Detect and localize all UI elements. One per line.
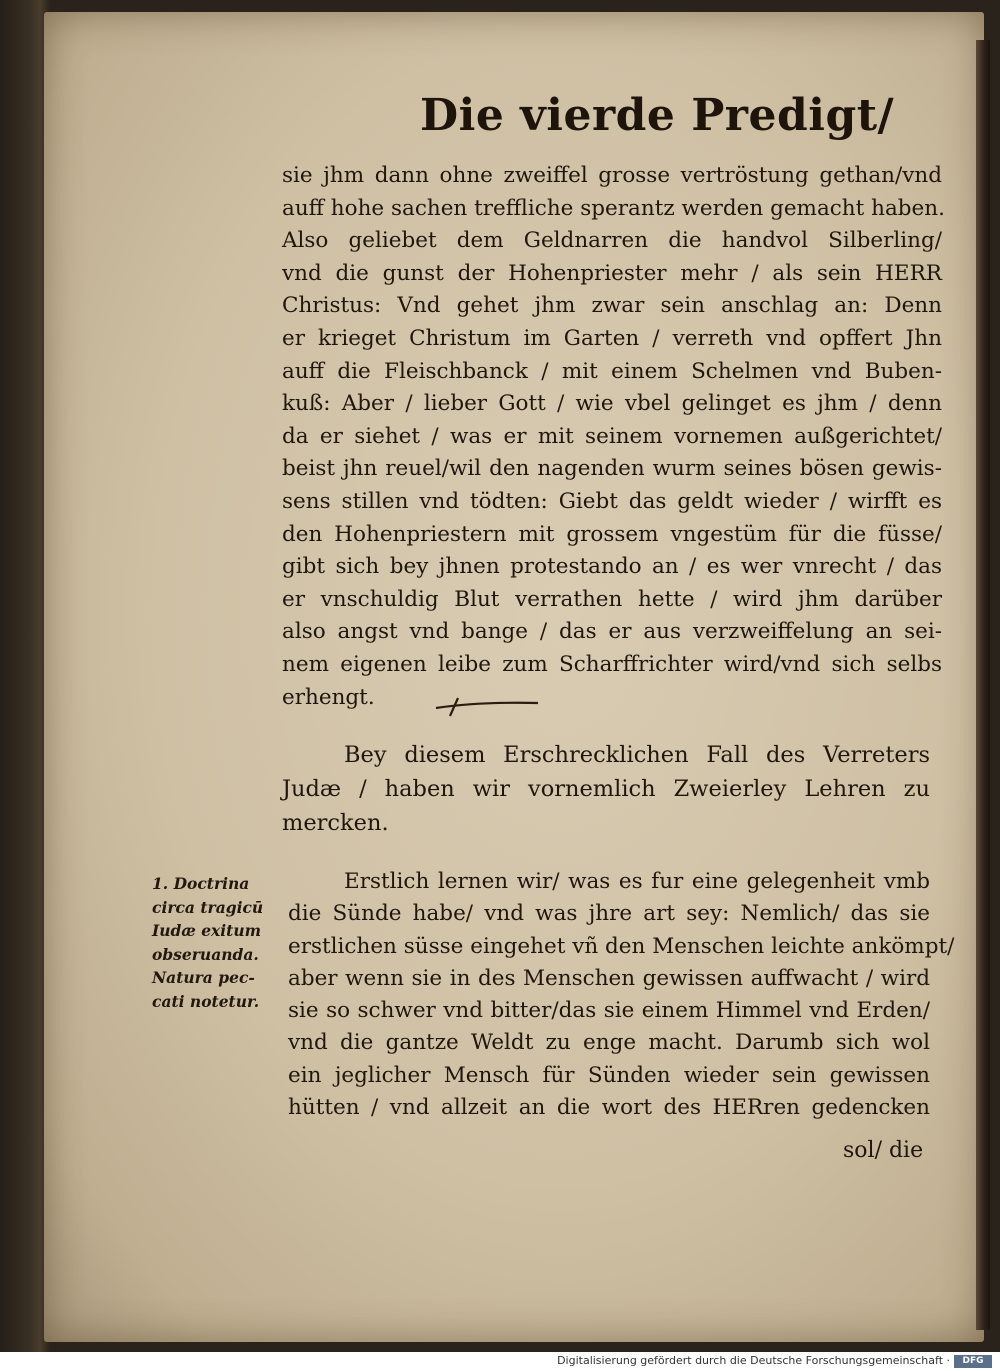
text-line: Judæ / haben wir vornemlich Zweierley Lehren zu: [282, 776, 930, 802]
text-line: erstlichen süsse eingehet vñ den Menschen leichte ankömpt/: [288, 933, 955, 959]
text-line: Bey diesem Erschrecklichen Fall des Verreters: [344, 742, 930, 768]
marginal-line: Natura pec-: [152, 968, 255, 987]
dfg-logo-icon: DFG: [954, 1355, 992, 1368]
page-edge-shadow: [976, 40, 990, 1330]
flourish-ornament: [432, 690, 542, 720]
text-line: auff die Fleischbanck / mit einem Schelmen vnd Buben-: [282, 358, 942, 384]
text-line: mercken.: [282, 810, 389, 836]
running-header: Die vierde Predigt/: [420, 90, 895, 141]
text-line: die Sünde habe/ vnd was jhre art sey: Nemlich/ das sie: [288, 901, 930, 927]
text-line: er vnschuldig Blut verrathen hette / wird jhm darüber: [282, 586, 942, 612]
marginal-line: Iudæ exitum: [152, 921, 262, 940]
text-line: Christus: Vnd gehet jhm zwar sein anschlag an: Denn: [282, 293, 942, 319]
text-line: gibt sich bey jhnen protestando an / es wer vnrecht / das: [282, 554, 942, 580]
text-line: also angst vnd bange / das er aus verzweiffelung an sei-: [282, 619, 942, 645]
catchword: sol/ die: [843, 1138, 924, 1163]
text-line: erhengt.: [282, 684, 375, 710]
text-line: kuß: Aber / lieber Gott / wie vbel gelinget es jhm / denn: [282, 391, 942, 417]
text-line: Erstlich lernen wir/ was es fur eine gelegenheit vmb: [344, 869, 930, 894]
marginal-line: circa tragicū: [152, 897, 264, 917]
text-line: ein jeglicher Mensch für Sünden wieder sein gewissen: [288, 1062, 930, 1088]
text-line: sie jhm dann ohne zweiffel grosse vertröstung gethan/vnd: [282, 163, 942, 188]
marginal-line: 1. Doctrina: [152, 874, 250, 893]
text-line: sens stillen vnd tödten: Giebt das geldt wieder / wirfft es: [282, 488, 942, 514]
marginal-note: [152, 872, 282, 1013]
text-line: aber wenn sie in des Menschen gewissen auffwacht / wird: [288, 965, 930, 991]
text-line: sie so schwer vnd bitter/das sie einem Himmel vnd Erden/: [288, 998, 930, 1024]
funding-credit: Digitalisierung gefördert durch die Deutsche Forschungsgemeinschaft ·: [557, 1354, 950, 1367]
paragraph-3: [288, 866, 955, 1124]
text-line: Also geliebet dem Geldnarren die handvol Silberling/: [282, 228, 942, 254]
text-line: auff hohe sachen treffliche sperantz werden gemacht haben.: [282, 195, 945, 221]
text-line: vnd die gunst der Hohenpriester mehr / als sein HERR: [282, 260, 942, 286]
paragraph-1: [282, 160, 945, 714]
text-line: vnd die gantze Weldt zu enge macht. Darumb sich wol: [288, 1030, 930, 1056]
text-line: hütten / vnd allzeit an die wort des HERren gedencken: [288, 1095, 930, 1121]
footer-bar: [0, 1352, 1000, 1371]
text-line: den Hohenpriestern mit grossem vngestüm für die füsse/: [282, 521, 942, 547]
text-line: da er siehet / was er mit seinem vornemen außgerichtet/: [282, 423, 942, 449]
marginal-line: cati notetur.: [152, 991, 260, 1011]
text-line: beist jhn reuel/wil den nagenden wurm seines bösen gewis-: [282, 456, 942, 482]
text-line: nem eigenen leibe zum Scharffrichter wird/vnd sich selbs: [282, 651, 942, 677]
paragraph-2: [282, 738, 930, 840]
marginal-line: obseruanda.: [152, 944, 259, 964]
text-line: er krieget Christum im Garten / verreth vnd opffert Jhn: [282, 325, 942, 351]
